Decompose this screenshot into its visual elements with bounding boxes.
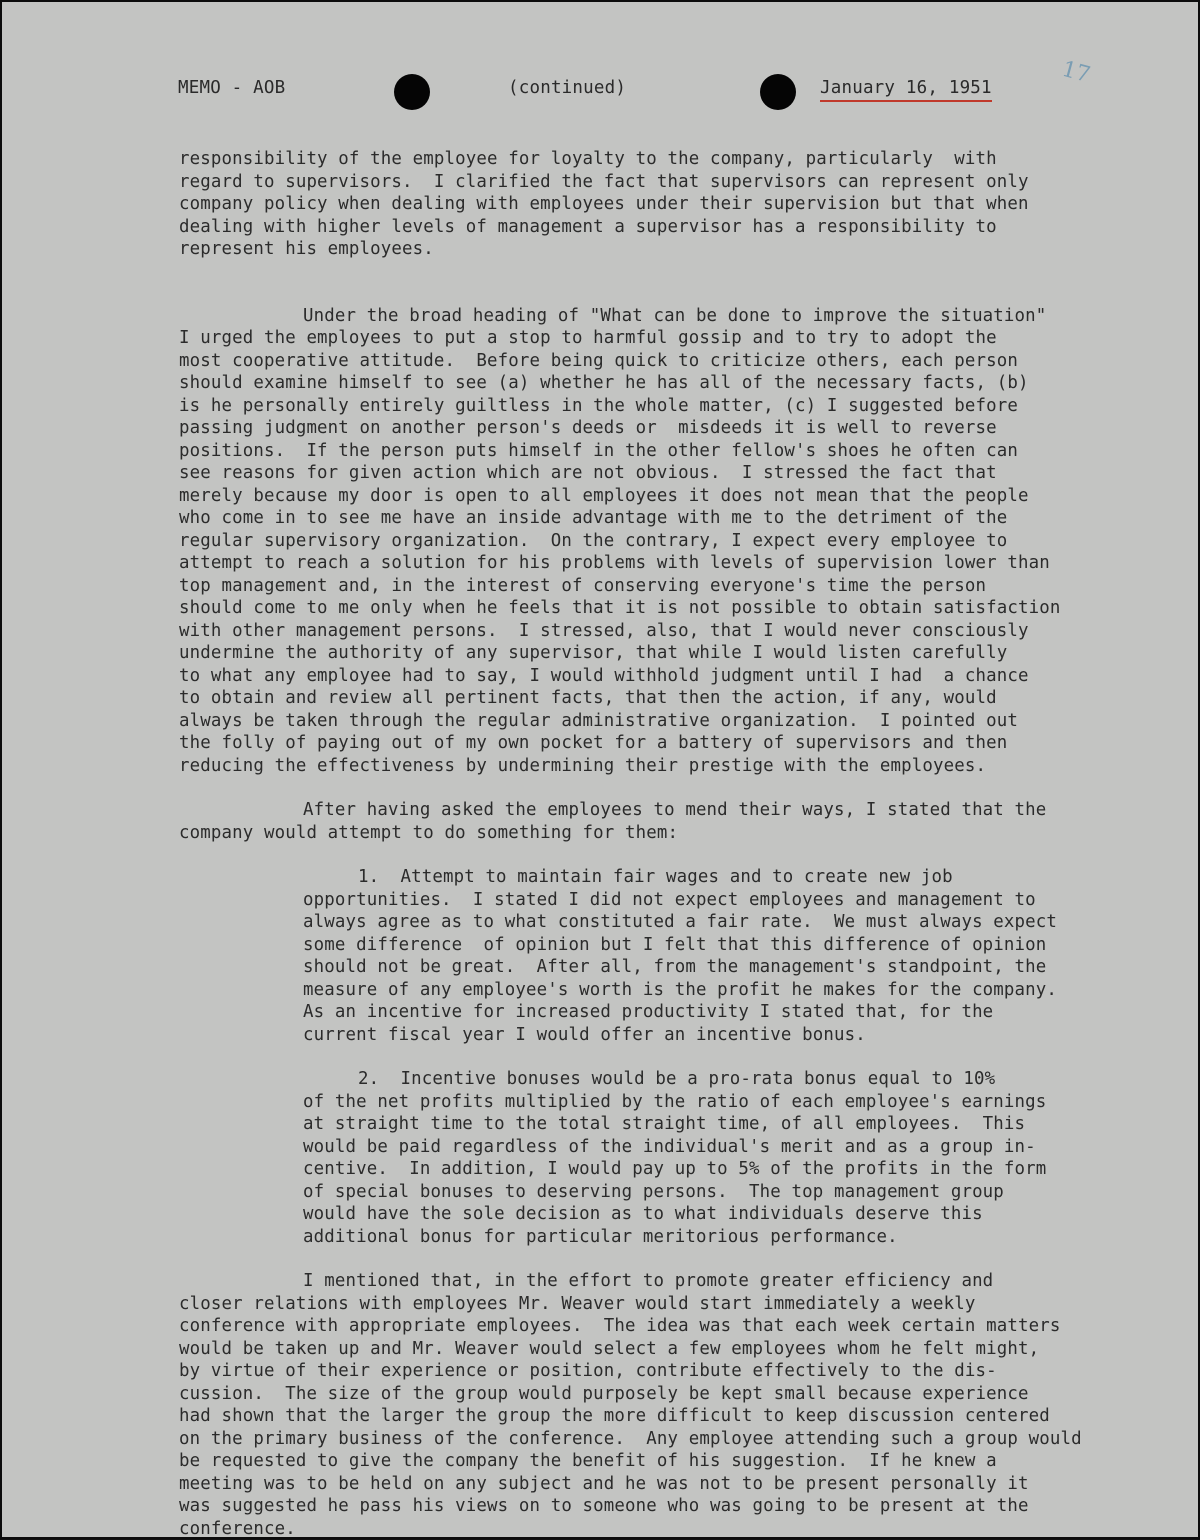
text-line: attempt to reach a solution for his problems with levels of supervision lower than — [179, 552, 1139, 575]
text-line: responsibility of the employee for loyalty to the company, particularly with — [179, 148, 1139, 171]
text-line: had shown that the larger the group the more difficult to keep discussion centered — [179, 1405, 1139, 1428]
text-line: positions. If the person puts himself in the other fellow's shoes he often can — [179, 440, 1139, 463]
text-line: see reasons for given action which are not obvious. I stressed the fact that — [179, 462, 1139, 485]
list-item-fair-wages — [179, 866, 1139, 1046]
text-line: dealing with higher levels of management a supervisor has a responsibility to — [179, 216, 1139, 239]
text-line: 1. Attempt to maintain fair wages and to create new job — [303, 866, 1139, 889]
paragraph-loyalty — [179, 148, 1139, 261]
text-line: always be taken through the regular administrative organization. I pointed out — [179, 710, 1139, 733]
memo-date: January 16, 1951 — [820, 78, 992, 102]
text-line: represent his employees. — [179, 238, 1139, 261]
text-line: company would attempt to do something for them: — [179, 822, 1139, 845]
handwritten-page-mark: 17 — [1059, 57, 1093, 88]
text-line: 2. Incentive bonuses would be a pro-rata bonus equal to 10% — [303, 1068, 1139, 1091]
text-line: who come in to see me have an inside advantage with me to the detriment of the — [179, 507, 1139, 530]
binder-hole-right — [760, 74, 796, 110]
paragraph-company-commitments — [179, 799, 1139, 844]
text-line: merely because my door is open to all employees it does not mean that the people — [179, 485, 1139, 508]
text-line: would be taken up and Mr. Weaver would select a few employees whom he felt might, — [179, 1338, 1139, 1361]
paragraph-improve-situation — [179, 305, 1139, 778]
list-item-incentive-bonuses — [179, 1068, 1139, 1248]
text-line: the folly of paying out of my own pocket for a battery of supervisors and then — [179, 732, 1139, 755]
text-line: should come to me only when he feels that it is not possible to obtain satisfaction — [179, 597, 1139, 620]
text-line: conference. — [179, 1518, 1139, 1540]
text-line: of special bonuses to deserving persons. The top management group — [303, 1181, 1139, 1204]
text-line: measure of any employee's worth is the profit he makes for the company. — [303, 979, 1139, 1002]
text-line: most cooperative attitude. Before being quick to criticize others, each person — [179, 350, 1139, 373]
text-line: regular supervisory organization. On the contrary, I expect every employee to — [179, 530, 1139, 553]
text-line: regard to supervisors. I clarified the fact that supervisors can represent only — [179, 171, 1139, 194]
text-line: always agree as to what constituted a fair rate. We must always expect — [303, 911, 1139, 934]
text-line: current fiscal year I would offer an incentive bonus. — [303, 1024, 1139, 1047]
text-line: at straight time to the total straight time, of all employees. This — [303, 1113, 1139, 1136]
text-line: of the net profits multiplied by the ratio of each employee's earnings — [303, 1091, 1139, 1114]
text-line: undermine the authority of any supervisor, that while I would listen carefully — [179, 642, 1139, 665]
text-line: to obtain and review all pertinent facts, that then the action, if any, would — [179, 687, 1139, 710]
text-line: Under the broad heading of "What can be done to improve the situation" — [179, 305, 1139, 328]
text-line: opportunities. I stated I did not expect employees and management to — [303, 889, 1139, 912]
text-line: As an incentive for increased productivity I stated that, for the — [303, 1001, 1139, 1024]
text-line: is he personally entirely guiltless in the whole matter, (c) I suggested before — [179, 395, 1139, 418]
text-line: I mentioned that, in the effort to promote greater efficiency and — [179, 1270, 1139, 1293]
text-line: should not be great. After all, from the management's standpoint, the — [303, 956, 1139, 979]
text-line: by virtue of their experience or position, contribute effectively to the dis- — [179, 1360, 1139, 1383]
text-line: reducing the effectiveness by undermining their prestige with the employees. — [179, 755, 1139, 778]
text-line: passing judgment on another person's deeds or misdeeds it is well to reverse — [179, 417, 1139, 440]
paragraph-weekly-conference — [179, 1270, 1139, 1540]
text-line: to what any employee had to say, I would withhold judgment until I had a chance — [179, 665, 1139, 688]
text-line: would have the sole decision as to what individuals deserve this — [303, 1203, 1139, 1226]
text-line: some difference of opinion but I felt that this difference of opinion — [303, 934, 1139, 957]
text-line: company policy when dealing with employees under their supervision but that when — [179, 193, 1139, 216]
text-line: on the primary business of the conference. Any employee attending such a group would — [179, 1428, 1139, 1451]
text-line: cussion. The size of the group would purposely be kept small because experience — [179, 1383, 1139, 1406]
continued-label: (continued) — [508, 78, 626, 98]
text-line: closer relations with employees Mr. Weaver would start immediately a weekly — [179, 1293, 1139, 1316]
text-line: centive. In addition, I would pay up to 5% of the profits in the form — [303, 1158, 1139, 1181]
binder-hole-left — [394, 74, 430, 110]
text-line: I urged the employees to put a stop to harmful gossip and to try to adopt the — [179, 327, 1139, 350]
text-line: was suggested he pass his views on to someone who was going to be present at the — [179, 1495, 1139, 1518]
text-line: top management and, in the interest of conserving everyone's time the person — [179, 575, 1139, 598]
text-line: be requested to give the company the benefit of his suggestion. If he knew a — [179, 1450, 1139, 1473]
text-line: with other management persons. I stressed, also, that I would never consciously — [179, 620, 1139, 643]
text-line: meeting was to be held on any subject and he was not to be present personally it — [179, 1473, 1139, 1496]
text-line: conference with appropriate employees. The idea was that each week certain matters — [179, 1315, 1139, 1338]
text-line: additional bonus for particular meritorious performance. — [303, 1226, 1139, 1249]
memo-subject: MEMO - AOB — [178, 78, 285, 98]
text-line: After having asked the employees to mend their ways, I stated that the — [179, 799, 1139, 822]
text-line: would be paid regardless of the individual's merit and as a group in- — [303, 1136, 1139, 1159]
text-line: should examine himself to see (a) whether he has all of the necessary facts, (b) — [179, 372, 1139, 395]
memo-body — [179, 148, 1139, 1540]
